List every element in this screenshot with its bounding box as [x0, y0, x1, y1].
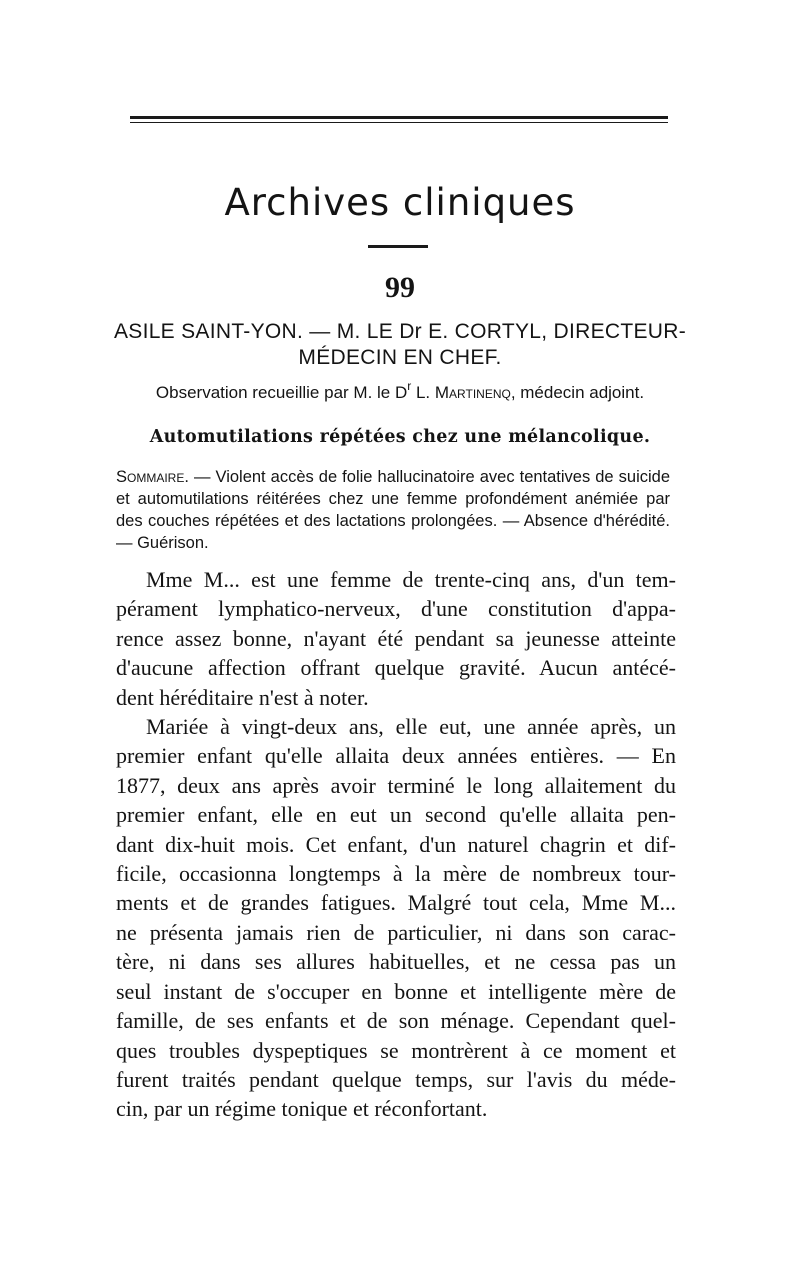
- body-line: premier enfant, elle en eut un second qu'elle allaita pen-: [116, 802, 676, 828]
- observation-sup: r: [407, 379, 412, 393]
- body-line: rence assez bonne, n'ayant été pendant sa jeunesse atteinte: [116, 625, 676, 651]
- body-line: pérament lymphatico-nerveux, d'une constitution d'appa-: [116, 596, 676, 622]
- body-line: tère, ni dans ses allures habituelles, et ne cessa pas un: [116, 949, 676, 975]
- body-line: Mme M... est une femme de trente-cinq ans, d'un tem-: [146, 567, 676, 592]
- paragraph-1: [116, 565, 676, 712]
- summary-label: Sommaire.: [116, 468, 189, 486]
- body-line: ques troubles dyspeptiques se montrèrent à ce moment et: [116, 1037, 676, 1063]
- summary: [116, 466, 670, 554]
- top-rule: [130, 116, 668, 119]
- body-line: famille, de ses enfants et de son ménage. Cependant quel-: [116, 1008, 676, 1034]
- observation-suffix: médecin adjoint.: [515, 383, 645, 402]
- article-number: 99: [385, 271, 415, 304]
- body-line: Mariée à vingt-deux ans, elle eut, une année après, un: [146, 714, 676, 740]
- body-line: d'aucune affection offrant quelque gravité. Aucun antécé-: [116, 655, 676, 681]
- body-line: 1877, deux ans après avoir terminé le long allaitement du: [116, 772, 676, 798]
- body-text: [116, 565, 676, 1124]
- body-line: ficile, occasionna longtemps à la mère de nombreux tour-: [116, 861, 676, 887]
- observation-prefix: Observation recueillie par M. le D: [155, 383, 408, 402]
- observation-line: [0, 381, 800, 405]
- section-title: Archives cliniques: [224, 181, 576, 224]
- body-line: cin, par un régime tonique et réconfortant.: [116, 1096, 488, 1122]
- header-line-2: MÉDECIN EN CHEF.: [298, 346, 502, 369]
- body-line: seul instant de s'occuper en bonne et intelligente mère de: [116, 978, 676, 1004]
- header-line-1: ASILE SAINT-YON. — M. LE Dr E. CORTYL, DIRECTEUR-: [113, 320, 687, 343]
- body-line: ne présenta jamais rien de particulier, ni dans son carac-: [116, 919, 676, 945]
- body-line: dent héréditaire n'est à noter.: [116, 684, 369, 710]
- paragraph-2: [116, 712, 676, 1124]
- title-divider: [368, 245, 428, 248]
- body-line: furent traités pendant quelque temps, sur l'avis du méde-: [116, 1066, 676, 1092]
- top-rule-thin: [130, 122, 668, 123]
- body-line: premier enfant qu'elle allaita deux années entières. — En: [116, 743, 676, 769]
- summary-text: — Violent accès de folie hallucinatoire avec tentatives de suicide et automutilations réitérées chez une femme profondément anémiée par des couches répétées et des lactations prolongées. — Absence d'hérédité. — Guérison.: [116, 468, 670, 552]
- observation-name: L. Martinenq,: [411, 383, 516, 402]
- body-line: ments et de grandes fatigues. Malgré tout cela, Mme M...: [116, 890, 676, 916]
- body-line: dant dix-huit mois. Cet enfant, d'un naturel chagrin et dif-: [116, 831, 676, 857]
- case-subtitle: Automutilations répétées chez une mélancolique.: [149, 427, 651, 447]
